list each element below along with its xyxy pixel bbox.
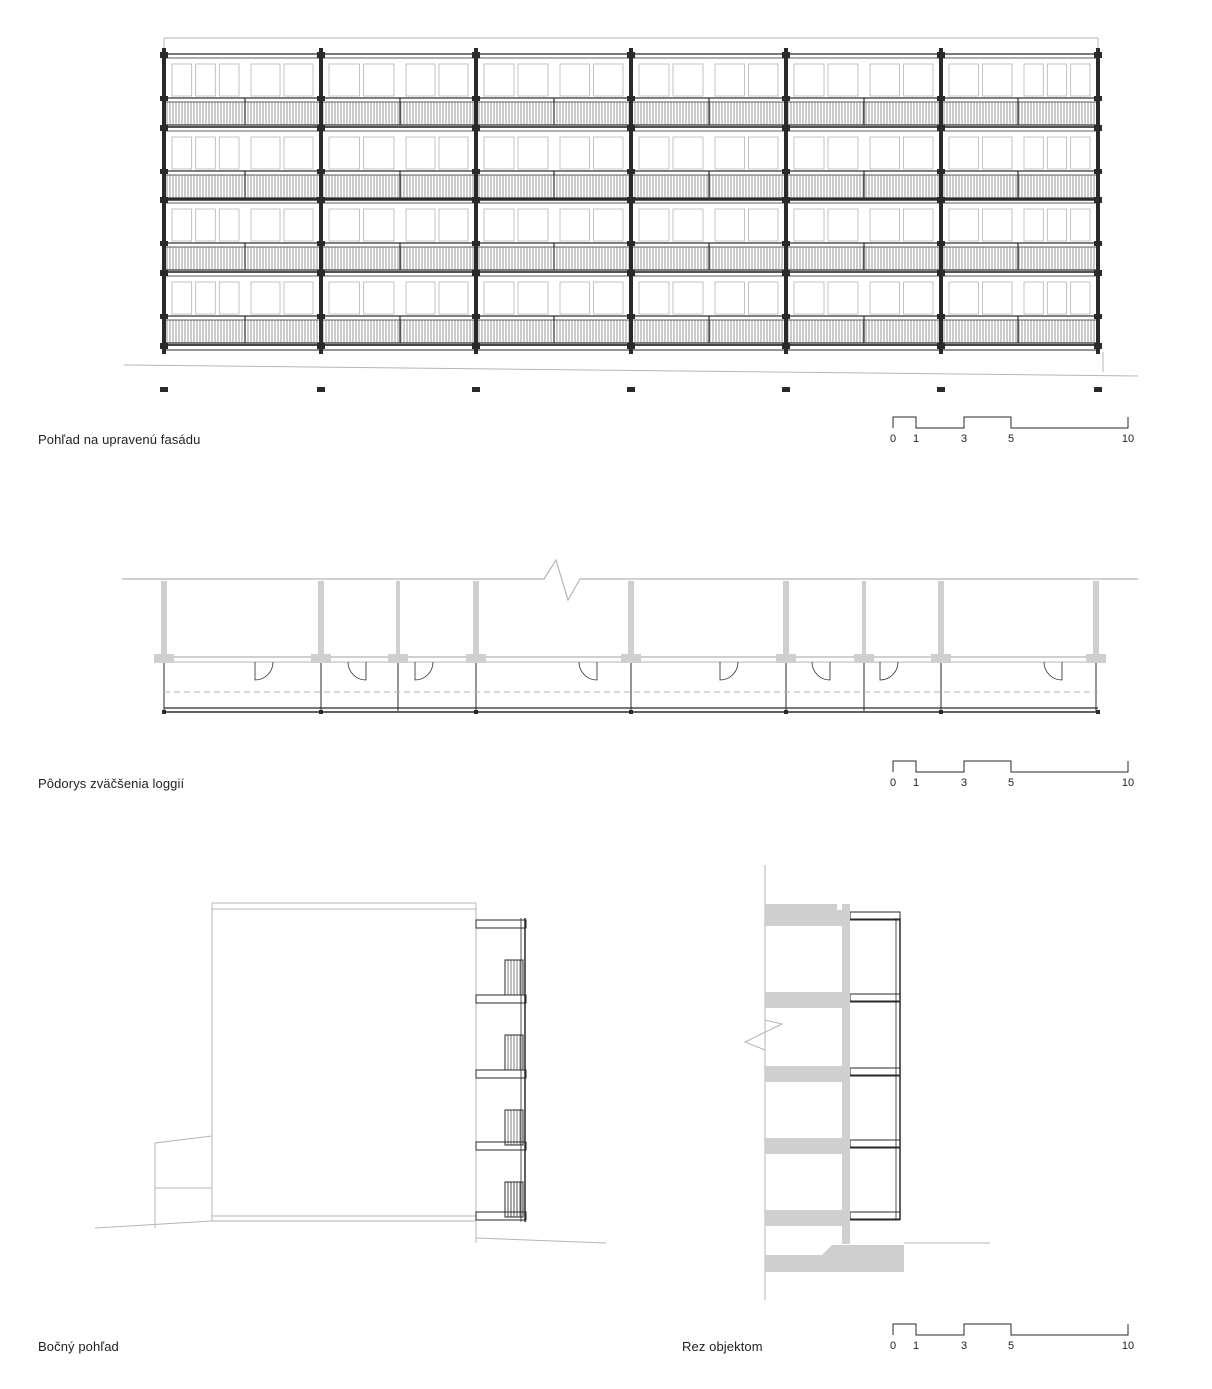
window-pane (196, 282, 216, 314)
window-pane (1071, 137, 1090, 169)
window-pane (715, 64, 745, 96)
partition-wall (1093, 581, 1099, 657)
window-pane (1071, 282, 1090, 314)
door-swing (415, 662, 433, 680)
window-pane (594, 209, 624, 241)
scale-tick-label: 0 (889, 433, 897, 445)
window-pane (219, 282, 239, 314)
facade-elevation (124, 38, 1138, 392)
loggia-floor-plan (122, 560, 1138, 714)
scale-tick-label: 10 (1121, 433, 1135, 445)
scale-tick-label: 10 (1121, 777, 1135, 789)
window-pane (949, 282, 979, 314)
window-pane (639, 137, 669, 169)
window-pane (439, 282, 468, 314)
window-pane (949, 209, 979, 241)
window-pane (1047, 282, 1066, 314)
window-pane (364, 64, 395, 96)
window-pane (870, 209, 900, 241)
window-pane (1047, 137, 1066, 169)
window-pane (172, 137, 192, 169)
annex-outline (155, 1136, 212, 1228)
window-pane (904, 282, 934, 314)
window-pane (364, 137, 395, 169)
partition-wall (473, 581, 479, 657)
window-pane (406, 209, 435, 241)
window-pane (251, 64, 280, 96)
window-pane (560, 64, 590, 96)
scale-tick-label: 3 (960, 777, 968, 789)
window-pane (794, 209, 824, 241)
window-pane (870, 282, 900, 314)
scale-tick-label: 0 (889, 1340, 897, 1352)
floor-slab-section (765, 910, 850, 926)
window-pane (1071, 209, 1090, 241)
window-pane (794, 137, 824, 169)
window-pane (673, 137, 703, 169)
balcony-slab-section (850, 1140, 900, 1147)
window-pane (594, 137, 624, 169)
window-pane (749, 64, 779, 96)
window-pane (673, 64, 703, 96)
window-pane (284, 209, 313, 241)
window-pane (518, 282, 548, 314)
window-pane (594, 282, 624, 314)
balcony-slab (476, 995, 526, 1003)
window-pane (251, 137, 280, 169)
window-pane (560, 137, 590, 169)
window-pane (639, 64, 669, 96)
building-side-wall (212, 903, 476, 1221)
door-swing (812, 662, 830, 680)
side-caption: Bočný pohľad (38, 1339, 119, 1354)
scale-tick-label: 5 (1007, 1340, 1015, 1352)
scale-tick-label: 1 (912, 777, 920, 789)
window-pane (673, 282, 703, 314)
door-swing (579, 662, 597, 680)
window-pane (794, 64, 824, 96)
window-pane (715, 137, 745, 169)
balcony-slab (476, 1070, 526, 1078)
scale-tick-label: 5 (1007, 777, 1015, 789)
scale-bar (893, 417, 1128, 428)
window-pane (1024, 282, 1043, 314)
window-pane (329, 137, 360, 169)
plan-caption: Pôdorys zväčšenia loggií (38, 776, 185, 791)
window-pane (749, 137, 779, 169)
partition-wall (396, 581, 400, 657)
balcony-slab (476, 1212, 526, 1220)
door-swing (720, 662, 738, 680)
window-pane (484, 137, 514, 169)
facade-caption: Pohľad na upravenú fasádu (38, 432, 201, 447)
scale-tick-label: 1 (912, 433, 920, 445)
window-pane (484, 282, 514, 314)
window-pane (949, 64, 979, 96)
window-pane (904, 137, 934, 169)
window-pane (196, 137, 216, 169)
window-pane (172, 282, 192, 314)
window-pane (439, 137, 468, 169)
scale-tick-label: 3 (960, 1340, 968, 1352)
window-pane (284, 64, 313, 96)
window-pane (484, 64, 514, 96)
scale-tick-label: 3 (960, 433, 968, 445)
window-pane (518, 209, 548, 241)
window-pane (949, 137, 979, 169)
window-pane (983, 209, 1013, 241)
side-elevation (95, 903, 606, 1243)
window-pane (1047, 209, 1066, 241)
window-pane (172, 209, 192, 241)
window-pane (1024, 64, 1043, 96)
balcony-slab-section (850, 1212, 900, 1219)
building-section (745, 865, 990, 1300)
window-pane (904, 209, 934, 241)
balcony-slab-section (850, 1068, 900, 1075)
window-pane (518, 137, 548, 169)
window-pane (828, 282, 858, 314)
window-pane (284, 282, 313, 314)
balcony-slab (476, 1142, 526, 1150)
window-pane (406, 64, 435, 96)
window-pane (406, 137, 435, 169)
window-pane (639, 282, 669, 314)
window-pane (439, 64, 468, 96)
floor-slab-section (765, 1138, 850, 1154)
window-pane (1047, 64, 1066, 96)
scale-tick-label: 1 (912, 1340, 920, 1352)
window-pane (172, 64, 192, 96)
window-pane (484, 209, 514, 241)
balcony-slab (476, 920, 526, 928)
window-pane (329, 64, 360, 96)
window-pane (904, 64, 934, 96)
break-symbol (745, 1020, 782, 1050)
ground-line (124, 365, 1138, 376)
window-pane (560, 209, 590, 241)
floor-slab-section (765, 992, 850, 1008)
window-pane (828, 137, 858, 169)
door-swing (880, 662, 898, 680)
window-pane (715, 209, 745, 241)
window-pane (594, 64, 624, 96)
window-pane (219, 209, 239, 241)
scale-tick-label: 0 (889, 777, 897, 789)
window-pane (196, 64, 216, 96)
window-pane (715, 282, 745, 314)
window-pane (983, 64, 1013, 96)
window-pane (329, 209, 360, 241)
partition-wall (628, 581, 634, 657)
window-pane (870, 137, 900, 169)
foundation (765, 1245, 904, 1272)
scale-bars (893, 417, 1128, 1335)
window-pane (560, 282, 590, 314)
window-pane (870, 64, 900, 96)
door-swing (1044, 662, 1062, 680)
window-pane (1071, 64, 1090, 96)
window-pane (284, 137, 313, 169)
window-pane (518, 64, 548, 96)
window-pane (196, 209, 216, 241)
ground-line (95, 1221, 212, 1228)
partition-wall (862, 581, 866, 657)
section-column (842, 904, 850, 1244)
door-swing (255, 662, 273, 680)
partition-wall (783, 581, 789, 657)
section-caption: Rez objektom (682, 1339, 763, 1354)
balcony-slab-section (850, 994, 900, 1001)
scale-tick-label: 10 (1121, 1340, 1135, 1352)
window-pane (219, 137, 239, 169)
window-pane (406, 282, 435, 314)
window-pane (828, 209, 858, 241)
window-pane (219, 64, 239, 96)
window-pane (364, 209, 395, 241)
floor-slab-section (765, 1066, 850, 1082)
window-pane (251, 282, 280, 314)
window-pane (639, 209, 669, 241)
window-pane (749, 209, 779, 241)
partition-wall (161, 581, 167, 657)
door-swing (348, 662, 366, 680)
window-pane (1024, 209, 1043, 241)
scale-tick-label: 5 (1007, 433, 1015, 445)
window-pane (439, 209, 468, 241)
scale-bar (893, 1324, 1128, 1335)
partition-wall (318, 581, 324, 657)
window-pane (983, 282, 1013, 314)
window-pane (364, 282, 395, 314)
window-pane (1024, 137, 1043, 169)
window-pane (251, 209, 280, 241)
floor-slab-section (765, 1210, 850, 1226)
window-pane (828, 64, 858, 96)
window-pane (983, 137, 1013, 169)
partition-wall (938, 581, 944, 657)
window-pane (794, 282, 824, 314)
window-pane (749, 282, 779, 314)
balcony-slab-section (850, 912, 900, 919)
scale-bar (893, 761, 1128, 772)
window-pane (329, 282, 360, 314)
window-pane (673, 209, 703, 241)
